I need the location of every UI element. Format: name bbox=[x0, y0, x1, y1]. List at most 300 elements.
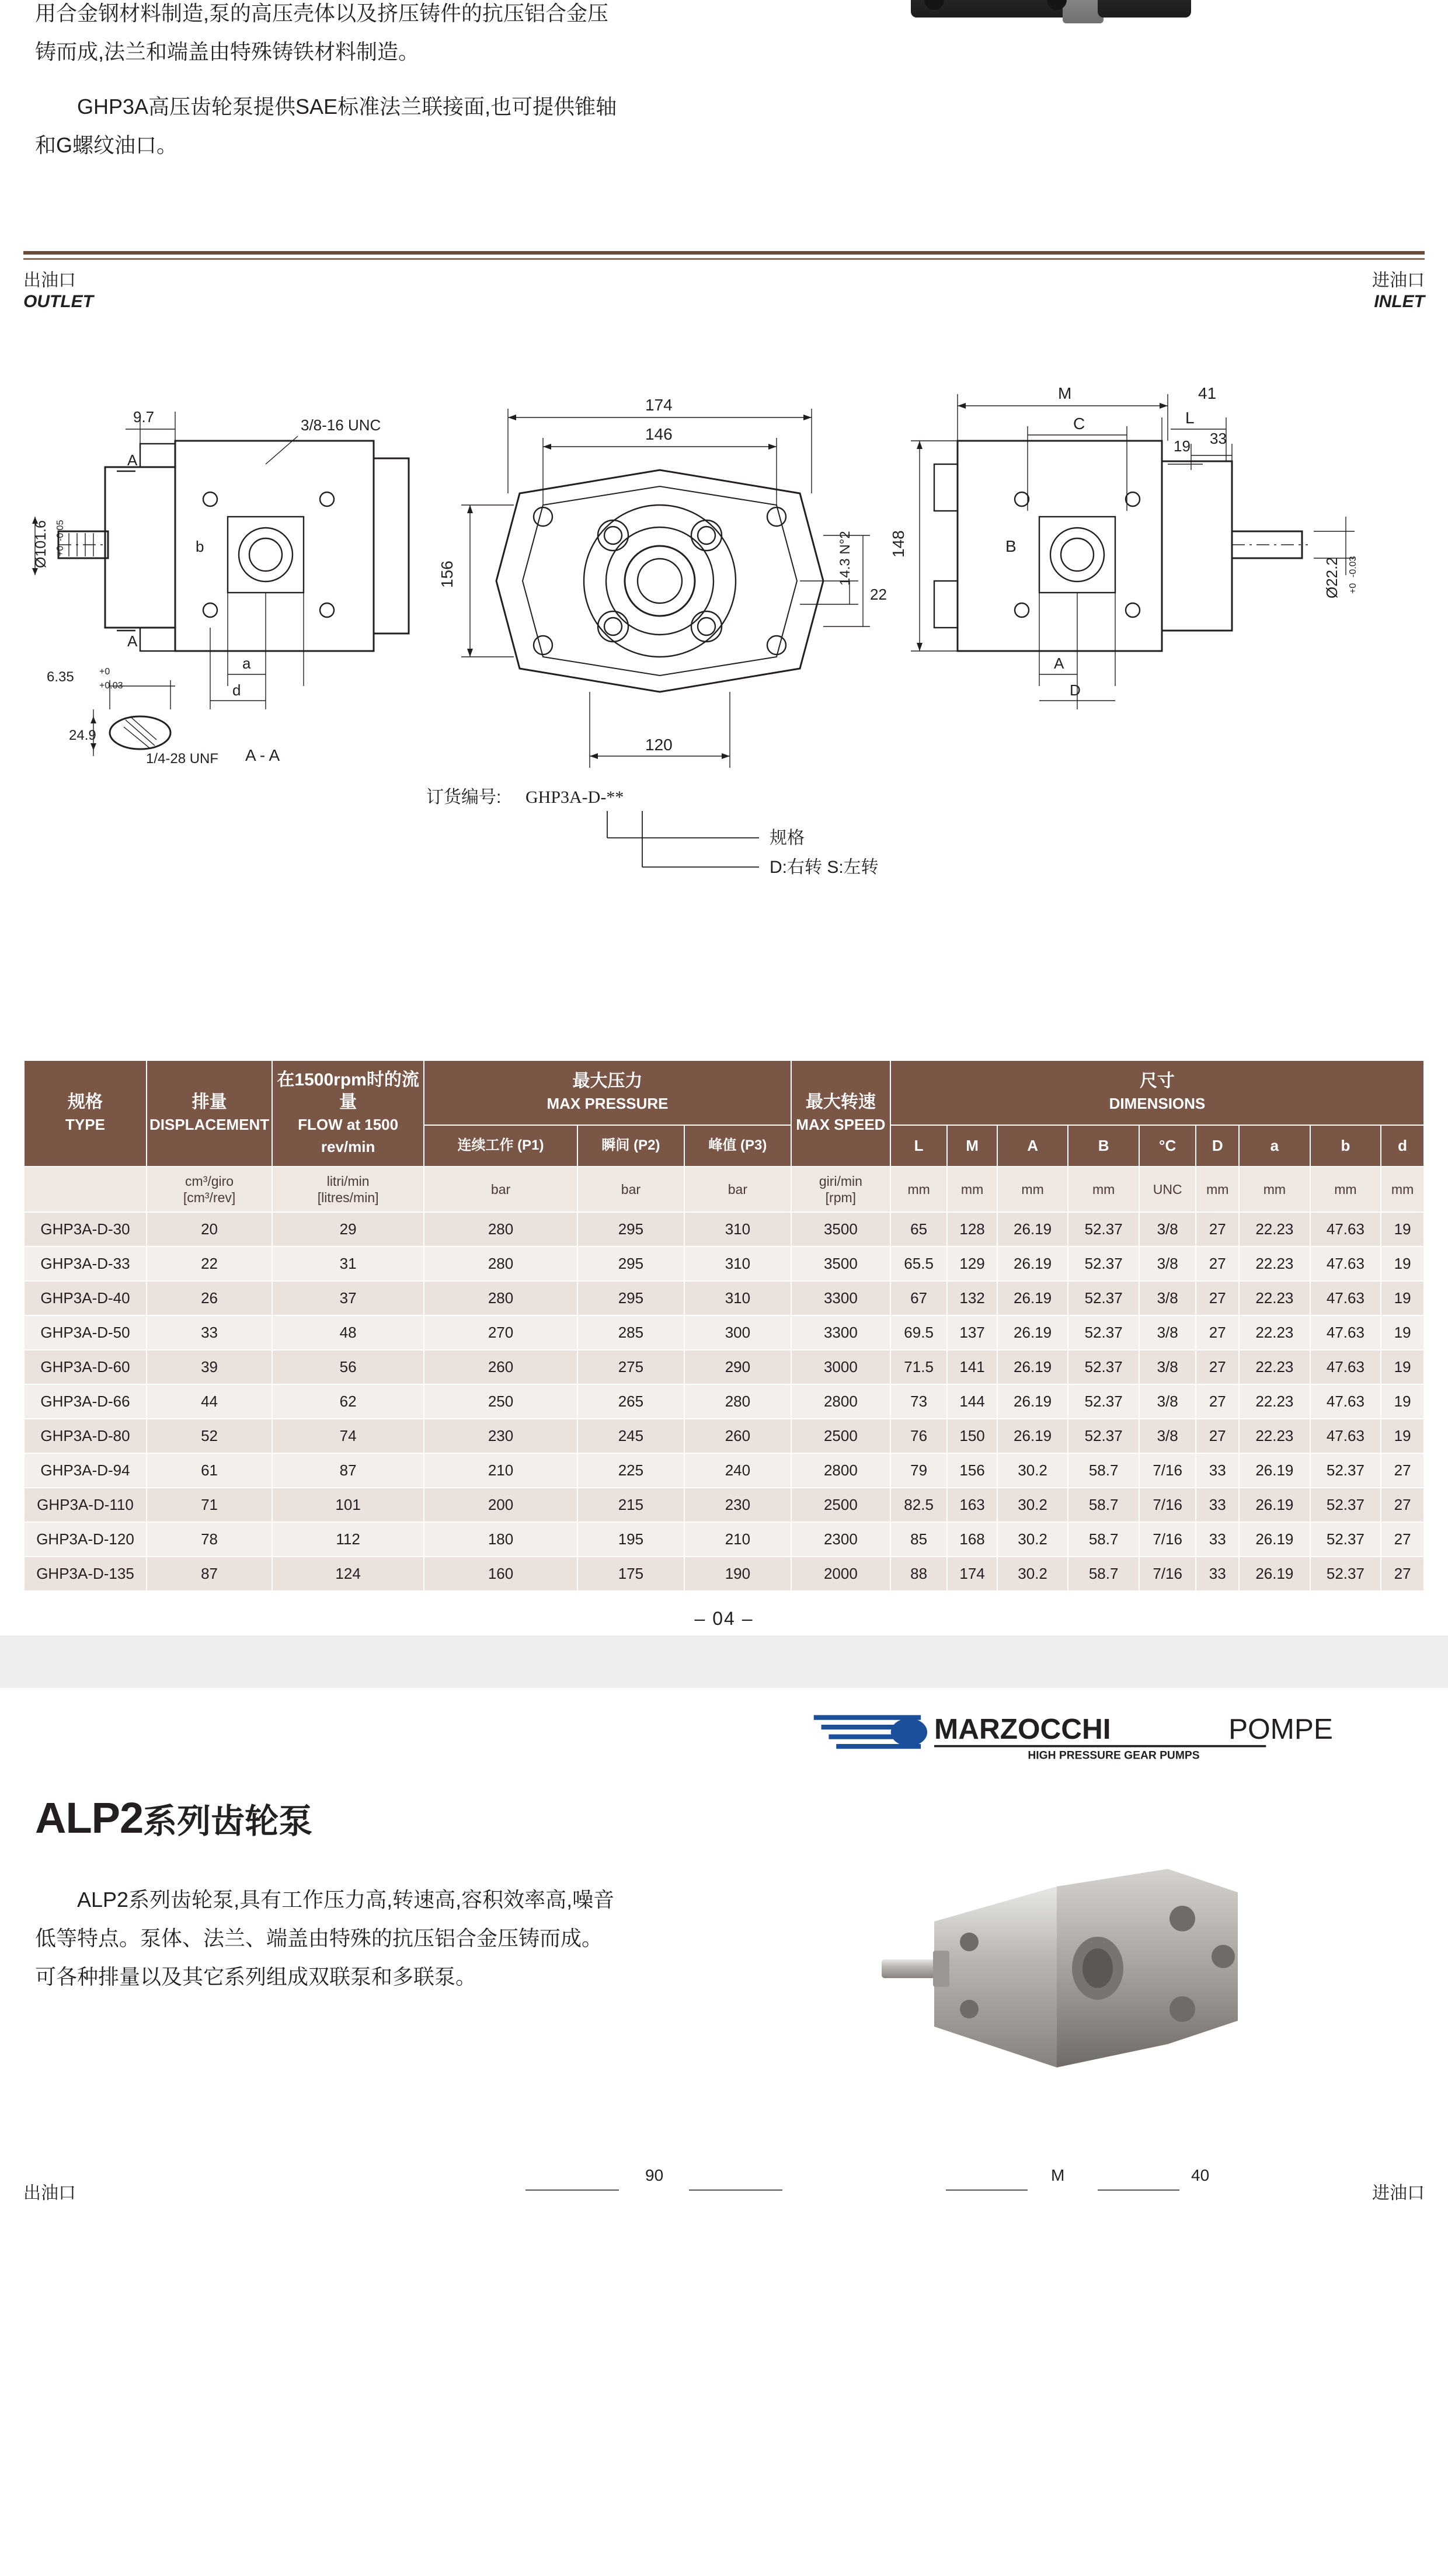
cell-value: 82.5 bbox=[890, 1488, 947, 1522]
cell-value: 22.23 bbox=[1239, 1315, 1310, 1350]
inlet-label bbox=[1372, 270, 1425, 312]
cell-value: 47.63 bbox=[1310, 1350, 1381, 1384]
spec-table-wrap bbox=[23, 1060, 1425, 1635]
cell-value: 30.2 bbox=[997, 1453, 1068, 1488]
svg-text:HIGH PRESSURE GEAR PUMPS: HIGH PRESSURE GEAR PUMPS bbox=[1028, 1749, 1200, 1762]
alp2-inlet-label: 进油口 bbox=[1372, 2184, 1425, 2203]
cell-value: 3300 bbox=[791, 1281, 890, 1315]
cell-value: 26 bbox=[147, 1281, 272, 1315]
header-max-pressure: 最大压力 MAX PRESSURE bbox=[424, 1060, 791, 1125]
cell-value: 87 bbox=[272, 1453, 424, 1488]
cell-value: 26.19 bbox=[997, 1384, 1068, 1419]
svg-text:A: A bbox=[127, 451, 138, 469]
cell-value: 310 bbox=[684, 1281, 791, 1315]
page-gap bbox=[0, 1635, 1448, 1688]
alp2-outlet-label: 出油口 bbox=[23, 2184, 76, 2203]
unit-cell-5: bar bbox=[684, 1167, 791, 1212]
drawing-left-view bbox=[32, 408, 409, 767]
header-dim-d: d bbox=[1381, 1125, 1424, 1167]
cell-value: 210 bbox=[424, 1453, 577, 1488]
cell-value: 33 bbox=[1196, 1453, 1239, 1488]
table-row bbox=[24, 1488, 1424, 1522]
unit-cell-3: bar bbox=[424, 1167, 577, 1212]
cell-value: 19 bbox=[1381, 1315, 1424, 1350]
cell-value: 30.2 bbox=[997, 1522, 1068, 1557]
cell-value: 150 bbox=[947, 1419, 997, 1453]
cell-value: 2000 bbox=[791, 1557, 890, 1591]
cell-value: 230 bbox=[424, 1419, 577, 1453]
alp2-title-main: ALP2 bbox=[35, 1794, 144, 1842]
cell-value: 33 bbox=[1196, 1557, 1239, 1591]
cell-value: 300 bbox=[684, 1315, 791, 1350]
cell-value: 168 bbox=[947, 1522, 997, 1557]
svg-text:6.35: 6.35 bbox=[47, 669, 74, 685]
svg-text:MARZOCCHI: MARZOCCHI bbox=[934, 1712, 1111, 1745]
svg-text:3/8-16 UNC: 3/8-16 UNC bbox=[301, 416, 381, 434]
cell-value: 26.19 bbox=[997, 1281, 1068, 1315]
drawing-center-view bbox=[438, 396, 887, 768]
technical-drawings bbox=[0, 324, 1448, 1060]
svg-text:22: 22 bbox=[870, 586, 887, 603]
header-dim-D: D bbox=[1196, 1125, 1239, 1167]
unit-cell-11: UNC bbox=[1139, 1167, 1196, 1212]
cell-value: 2800 bbox=[791, 1453, 890, 1488]
svg-text:9.7: 9.7 bbox=[133, 408, 155, 426]
alp2-dim-90: 90 bbox=[645, 2167, 664, 2184]
header-p2: 瞬间 (P2) bbox=[577, 1125, 684, 1167]
cell-value: 27 bbox=[1381, 1488, 1424, 1522]
cell-value: 33 bbox=[1196, 1522, 1239, 1557]
svg-text:L: L bbox=[1185, 409, 1195, 427]
gear-pump-photo-alp2 bbox=[864, 1834, 1273, 2114]
cell-value: 52.37 bbox=[1310, 1453, 1381, 1488]
cell-value: 132 bbox=[947, 1281, 997, 1315]
cell-value: 230 bbox=[684, 1488, 791, 1522]
cell-value: 52.37 bbox=[1068, 1247, 1139, 1281]
unit-cell-4: bar bbox=[577, 1167, 684, 1212]
cell-value: 20 bbox=[147, 1212, 272, 1247]
cell-value: 73 bbox=[890, 1384, 947, 1419]
unit-cell-14: mm bbox=[1310, 1167, 1381, 1212]
unit-cell-7: mm bbox=[890, 1167, 947, 1212]
header-type: 规格 TYPE bbox=[24, 1060, 147, 1167]
cell-value: 52 bbox=[147, 1419, 272, 1453]
alp2-dim-40: 40 bbox=[1191, 2167, 1210, 2184]
cell-value: 3500 bbox=[791, 1247, 890, 1281]
cell-value: 65.5 bbox=[890, 1247, 947, 1281]
cell-value: 33 bbox=[1196, 1488, 1239, 1522]
unit-cell-12: mm bbox=[1196, 1167, 1239, 1212]
page-number: – 04 – bbox=[694, 1608, 754, 1629]
unit-cell-9: mm bbox=[997, 1167, 1068, 1212]
cell-value: 22.23 bbox=[1239, 1281, 1310, 1315]
intro-paragraph-1: 用合金钢材料制造,泵的高压壳体以及挤压铸件的抗压铝合金压铸而成,法兰和端盖由特殊铸铁材料制造。 bbox=[35, 1, 609, 64]
cell-value: 26.19 bbox=[997, 1247, 1068, 1281]
svg-text:Ø101.6: Ø101.6 bbox=[33, 520, 49, 568]
header-displacement: 排量 DISPLACEMENT bbox=[147, 1060, 272, 1167]
cell-value: 280 bbox=[684, 1384, 791, 1419]
cell-value: 128 bbox=[947, 1212, 997, 1247]
cell-value: 67 bbox=[890, 1281, 947, 1315]
cell-value: 290 bbox=[684, 1350, 791, 1384]
cell-value: 3/8 bbox=[1139, 1315, 1196, 1350]
cell-value: 22.23 bbox=[1239, 1247, 1310, 1281]
cell-type: GHP3A-D-66 bbox=[24, 1384, 147, 1419]
cell-value: 52.37 bbox=[1068, 1315, 1139, 1350]
cell-value: 22.23 bbox=[1239, 1384, 1310, 1419]
header-dim-b: b bbox=[1310, 1125, 1381, 1167]
svg-text:41: 41 bbox=[1198, 384, 1217, 402]
cell-value: 225 bbox=[577, 1453, 684, 1488]
cell-value: 280 bbox=[424, 1247, 577, 1281]
svg-text:a: a bbox=[242, 655, 251, 672]
section-divider-top bbox=[23, 251, 1425, 255]
cell-value: 19 bbox=[1381, 1419, 1424, 1453]
cell-value: 19 bbox=[1381, 1247, 1424, 1281]
header-dim-B: B bbox=[1068, 1125, 1139, 1167]
svg-text:A - A: A - A bbox=[245, 746, 280, 764]
unit-cell-0 bbox=[24, 1167, 147, 1212]
cell-value: 33 bbox=[147, 1315, 272, 1350]
cell-value: 74 bbox=[272, 1419, 424, 1453]
svg-text:D: D bbox=[1070, 681, 1081, 699]
cell-value: 19 bbox=[1381, 1281, 1424, 1315]
svg-text:+0: +0 bbox=[1348, 583, 1358, 594]
svg-text:-0.05: -0.05 bbox=[55, 520, 65, 541]
cell-value: 3/8 bbox=[1139, 1350, 1196, 1384]
cell-value: 79 bbox=[890, 1453, 947, 1488]
cell-value: 27 bbox=[1196, 1315, 1239, 1350]
unit-cell-6: giri/min [rpm] bbox=[791, 1167, 890, 1212]
cell-value: 47.63 bbox=[1310, 1212, 1381, 1247]
header-dim-A: A bbox=[997, 1125, 1068, 1167]
unit-cell-15: mm bbox=[1381, 1167, 1424, 1212]
cell-value: 7/16 bbox=[1139, 1453, 1196, 1488]
table-row bbox=[24, 1453, 1424, 1488]
cell-value: 310 bbox=[684, 1247, 791, 1281]
cell-value: 22.23 bbox=[1239, 1419, 1310, 1453]
spec-table-head bbox=[24, 1060, 1424, 1167]
svg-text:+0.03: +0.03 bbox=[99, 681, 123, 691]
cell-value: 71.5 bbox=[890, 1350, 947, 1384]
cell-value: 26.19 bbox=[1239, 1488, 1310, 1522]
cell-value: 47.63 bbox=[1310, 1247, 1381, 1281]
cell-value: 260 bbox=[684, 1419, 791, 1453]
cell-value: 280 bbox=[424, 1281, 577, 1315]
cell-value: 27 bbox=[1381, 1453, 1424, 1488]
intro-paragraph-2: GHP3A高压齿轮泵提供SAE标准法兰联接面,也可提供锥轴和G螺纹油口。 bbox=[35, 95, 617, 157]
svg-text:120: 120 bbox=[645, 736, 673, 754]
table-row bbox=[24, 1384, 1424, 1419]
cell-value: 87 bbox=[147, 1557, 272, 1591]
port-labels bbox=[0, 260, 1448, 324]
svg-text:b: b bbox=[196, 538, 204, 555]
cell-value: 26.19 bbox=[1239, 1453, 1310, 1488]
header-p3: 峰值 (P3) bbox=[684, 1125, 791, 1167]
svg-text:1/4-28 UNF: 1/4-28 UNF bbox=[146, 751, 219, 767]
cell-value: 65 bbox=[890, 1212, 947, 1247]
cell-value: 29 bbox=[272, 1212, 424, 1247]
svg-text:156: 156 bbox=[438, 561, 456, 588]
cell-value: 56 bbox=[272, 1350, 424, 1384]
cell-value: 3/8 bbox=[1139, 1419, 1196, 1453]
header-row-main bbox=[24, 1060, 1424, 1125]
cell-value: 215 bbox=[577, 1488, 684, 1522]
cell-value: 2300 bbox=[791, 1522, 890, 1557]
cell-value: 210 bbox=[684, 1522, 791, 1557]
cell-value: 37 bbox=[272, 1281, 424, 1315]
cell-value: 26.19 bbox=[997, 1315, 1068, 1350]
svg-text:A: A bbox=[127, 632, 138, 650]
alp2-bottom-dims bbox=[0, 2167, 1448, 2208]
intro-text-block bbox=[35, 0, 619, 181]
cell-value: 62 bbox=[272, 1384, 424, 1419]
cell-value: 52.37 bbox=[1310, 1488, 1381, 1522]
spec-table-body bbox=[24, 1167, 1424, 1591]
cell-value: 129 bbox=[947, 1247, 997, 1281]
cell-value: 27 bbox=[1196, 1212, 1239, 1247]
svg-text:Ø22.2: Ø22.2 bbox=[1323, 557, 1341, 598]
cell-value: 101 bbox=[272, 1488, 424, 1522]
cell-value: 47.63 bbox=[1310, 1384, 1381, 1419]
svg-text:A: A bbox=[1054, 655, 1064, 672]
cell-value: 47.63 bbox=[1310, 1281, 1381, 1315]
cell-value: 88 bbox=[890, 1557, 947, 1591]
marzocchi-logo bbox=[788, 1705, 1401, 1770]
table-row bbox=[24, 1281, 1424, 1315]
cell-type: GHP3A-D-120 bbox=[24, 1522, 147, 1557]
cell-value: 245 bbox=[577, 1419, 684, 1453]
cell-value: 52.37 bbox=[1068, 1384, 1139, 1419]
cell-value: 22 bbox=[147, 1247, 272, 1281]
cell-value: 7/16 bbox=[1139, 1522, 1196, 1557]
cell-value: 3/8 bbox=[1139, 1212, 1196, 1247]
cell-value: 61 bbox=[147, 1453, 272, 1488]
inlet-label-en: INLET bbox=[1374, 292, 1425, 311]
cell-value: 26.19 bbox=[997, 1419, 1068, 1453]
cell-value: 47.63 bbox=[1310, 1419, 1381, 1453]
unit-cell-1: cm³/giro [cm³/rev] bbox=[147, 1167, 272, 1212]
header-p1: 连续工作 (P1) bbox=[424, 1125, 577, 1167]
cell-value: 58.7 bbox=[1068, 1522, 1139, 1557]
cell-value: 144 bbox=[947, 1384, 997, 1419]
cell-value: 3500 bbox=[791, 1212, 890, 1247]
table-row bbox=[24, 1419, 1424, 1453]
header-flow: 在1500rpm时的流量 FLOW at 1500 rev/min bbox=[272, 1060, 424, 1167]
cell-value: 275 bbox=[577, 1350, 684, 1384]
drawing-right-view bbox=[889, 384, 1358, 709]
cell-value: 3000 bbox=[791, 1350, 890, 1384]
cell-value: 163 bbox=[947, 1488, 997, 1522]
cell-value: 27 bbox=[1196, 1419, 1239, 1453]
cell-value: 19 bbox=[1381, 1212, 1424, 1247]
header-dim-L: L bbox=[890, 1125, 947, 1167]
cell-type: GHP3A-D-60 bbox=[24, 1350, 147, 1384]
cell-value: 26.19 bbox=[997, 1350, 1068, 1384]
cell-value: 310 bbox=[684, 1212, 791, 1247]
cell-value: 2800 bbox=[791, 1384, 890, 1419]
svg-text:B: B bbox=[1005, 537, 1017, 555]
spec-table bbox=[23, 1060, 1425, 1592]
cell-value: 160 bbox=[424, 1557, 577, 1591]
header-dim-a: a bbox=[1239, 1125, 1310, 1167]
cell-value: 58.7 bbox=[1068, 1557, 1139, 1591]
cell-value: 26.19 bbox=[1239, 1557, 1310, 1591]
cell-value: 52.37 bbox=[1068, 1419, 1139, 1453]
cell-value: 27 bbox=[1381, 1557, 1424, 1591]
cell-value: 141 bbox=[947, 1350, 997, 1384]
unit-cell-2: litri/min [litres/min] bbox=[272, 1167, 424, 1212]
drawing-svg bbox=[0, 324, 1448, 1060]
units-row bbox=[24, 1167, 1424, 1212]
order-code-value: GHP3A-D-** bbox=[525, 788, 624, 807]
cell-value: 2500 bbox=[791, 1488, 890, 1522]
svg-text:33: 33 bbox=[1210, 430, 1227, 447]
alp2-title bbox=[35, 1793, 312, 1843]
cell-value: 295 bbox=[577, 1281, 684, 1315]
cell-value: 52.37 bbox=[1068, 1281, 1139, 1315]
cell-value: 295 bbox=[577, 1212, 684, 1247]
table-row bbox=[24, 1350, 1424, 1384]
svg-text:POMPE: POMPE bbox=[1228, 1712, 1333, 1745]
cell-value: 58.7 bbox=[1068, 1488, 1139, 1522]
cell-type: GHP3A-D-135 bbox=[24, 1557, 147, 1591]
order-code-block bbox=[426, 788, 879, 877]
cell-value: 19 bbox=[1381, 1384, 1424, 1419]
unit-cell-8: mm bbox=[947, 1167, 997, 1212]
cell-type: GHP3A-D-94 bbox=[24, 1453, 147, 1488]
cell-value: 7/16 bbox=[1139, 1488, 1196, 1522]
cell-value: 195 bbox=[577, 1522, 684, 1557]
cell-value: 22.23 bbox=[1239, 1212, 1310, 1247]
svg-text:146: 146 bbox=[645, 425, 673, 443]
cell-value: 52.37 bbox=[1068, 1350, 1139, 1384]
table-row bbox=[24, 1212, 1424, 1247]
cell-value: 69.5 bbox=[890, 1315, 947, 1350]
alp2-title-series: 系列齿轮泵 bbox=[143, 1802, 313, 1840]
cell-value: 39 bbox=[147, 1350, 272, 1384]
table-row bbox=[24, 1315, 1424, 1350]
cell-type: GHP3A-D-33 bbox=[24, 1247, 147, 1281]
svg-text:148: 148 bbox=[889, 530, 907, 558]
alp2-section bbox=[0, 1688, 1448, 2213]
header-max-speed: 最大转速 MAX SPEED bbox=[791, 1060, 890, 1167]
gear-pump-photo-ghp3a bbox=[864, 0, 1238, 53]
order-spec-label: 规格 bbox=[770, 829, 805, 848]
cell-value: 112 bbox=[272, 1522, 424, 1557]
cell-value: 200 bbox=[424, 1488, 577, 1522]
svg-text:C: C bbox=[1073, 415, 1085, 433]
cell-type: GHP3A-D-30 bbox=[24, 1212, 147, 1247]
cell-value: 280 bbox=[424, 1212, 577, 1247]
cell-value: 27 bbox=[1381, 1522, 1424, 1557]
header-dim-C: °C bbox=[1139, 1125, 1196, 1167]
cell-value: 270 bbox=[424, 1315, 577, 1350]
cell-value: 260 bbox=[424, 1350, 577, 1384]
outlet-label bbox=[23, 270, 93, 312]
cell-value: 7/16 bbox=[1139, 1557, 1196, 1591]
cell-value: 52.37 bbox=[1068, 1212, 1139, 1247]
cell-value: 3/8 bbox=[1139, 1247, 1196, 1281]
cell-value: 137 bbox=[947, 1315, 997, 1350]
cell-value: 27 bbox=[1196, 1350, 1239, 1384]
svg-text:+0: +0 bbox=[99, 667, 110, 677]
cell-value: 30.2 bbox=[997, 1557, 1068, 1591]
cell-value: 19 bbox=[1381, 1350, 1424, 1384]
cell-value: 156 bbox=[947, 1453, 997, 1488]
header-dim-M: M bbox=[947, 1125, 997, 1167]
svg-text:24.9: 24.9 bbox=[69, 727, 96, 743]
svg-text:+0: +0 bbox=[55, 545, 65, 556]
intro-section bbox=[0, 0, 1448, 251]
cell-value: 71 bbox=[147, 1488, 272, 1522]
svg-text:M: M bbox=[1058, 384, 1072, 402]
cell-value: 265 bbox=[577, 1384, 684, 1419]
order-rotation-label: D:右转 S:左转 bbox=[770, 858, 879, 877]
cell-value: 47.63 bbox=[1310, 1315, 1381, 1350]
cell-type: GHP3A-D-80 bbox=[24, 1419, 147, 1453]
table-row bbox=[24, 1522, 1424, 1557]
cell-value: 44 bbox=[147, 1384, 272, 1419]
cell-value: 31 bbox=[272, 1247, 424, 1281]
cell-value: 175 bbox=[577, 1557, 684, 1591]
outlet-label-en: OUTLET bbox=[23, 292, 93, 311]
cell-value: 52.37 bbox=[1310, 1557, 1381, 1591]
inlet-label-cn: 进油口 bbox=[1372, 271, 1425, 290]
cell-value: 240 bbox=[684, 1453, 791, 1488]
alp2-body-text bbox=[35, 1881, 619, 1996]
outlet-label-cn: 出油口 bbox=[23, 271, 76, 290]
cell-value: 26.19 bbox=[1239, 1522, 1310, 1557]
cell-value: 27 bbox=[1196, 1384, 1239, 1419]
cell-value: 180 bbox=[424, 1522, 577, 1557]
cell-type: GHP3A-D-40 bbox=[24, 1281, 147, 1315]
unit-cell-10: mm bbox=[1068, 1167, 1139, 1212]
cell-value: 30.2 bbox=[997, 1488, 1068, 1522]
unit-cell-13: mm bbox=[1239, 1167, 1310, 1212]
svg-text:174: 174 bbox=[645, 396, 673, 414]
cell-value: 48 bbox=[272, 1315, 424, 1350]
cell-value: 3300 bbox=[791, 1315, 890, 1350]
cell-value: 250 bbox=[424, 1384, 577, 1419]
alp2-paragraph: ALP2系列齿轮泵,具有工作压力高,转速高,容积效率高,噪音低等特点。泵体、法兰、端盖由特殊的抗压铝合金压铸而成。可各种排量以及其它系列组成双联泵和多联泵。 bbox=[35, 1888, 615, 1989]
cell-value: 85 bbox=[890, 1522, 947, 1557]
cell-value: 3/8 bbox=[1139, 1281, 1196, 1315]
cell-value: 190 bbox=[684, 1557, 791, 1591]
table-row bbox=[24, 1247, 1424, 1281]
cell-value: 27 bbox=[1196, 1247, 1239, 1281]
svg-text:19: 19 bbox=[1174, 437, 1191, 455]
cell-type: GHP3A-D-50 bbox=[24, 1315, 147, 1350]
cell-value: 76 bbox=[890, 1419, 947, 1453]
cell-value: 285 bbox=[577, 1315, 684, 1350]
cell-value: 52.37 bbox=[1310, 1522, 1381, 1557]
svg-text:14.3 N°2: 14.3 N°2 bbox=[837, 531, 853, 586]
table-row bbox=[24, 1557, 1424, 1591]
cell-value: 124 bbox=[272, 1557, 424, 1591]
cell-value: 27 bbox=[1196, 1281, 1239, 1315]
alp2-dim-M: M bbox=[1051, 2167, 1065, 2184]
cell-type: GHP3A-D-110 bbox=[24, 1488, 147, 1522]
cell-value: 58.7 bbox=[1068, 1453, 1139, 1488]
cell-value: 174 bbox=[947, 1557, 997, 1591]
cell-value: 22.23 bbox=[1239, 1350, 1310, 1384]
cell-value: 26.19 bbox=[997, 1212, 1068, 1247]
header-dimensions: 尺寸 DIMENSIONS bbox=[890, 1060, 1424, 1125]
svg-text:d: d bbox=[232, 681, 241, 699]
order-code-label: 订货编号: bbox=[426, 788, 502, 807]
svg-text:-0.03: -0.03 bbox=[1348, 556, 1358, 577]
